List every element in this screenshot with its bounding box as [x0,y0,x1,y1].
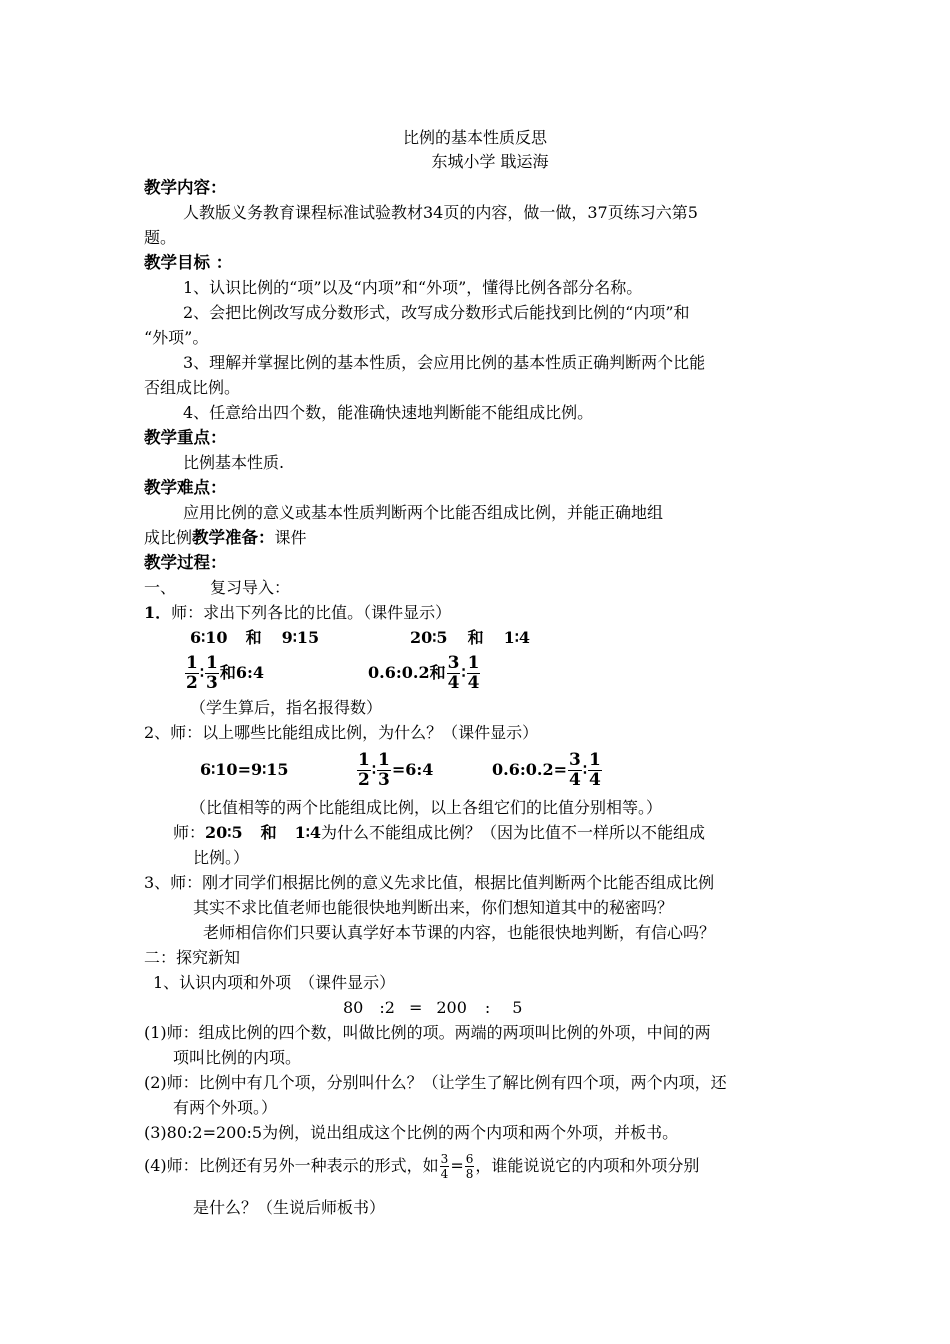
question-2: 2、师：以上哪些比能组成比例，为什么？（课件显示） [144,723,539,742]
point-2a: (2)师：比例中有几个项，分别叫什么？（让学生了解比例有四个项，两个内项，还 [144,1073,727,1092]
heading-content: 教学内容： [144,178,227,197]
fraction-1-3b: $\frac{1}{3}$ [378,750,390,790]
answer-1: （比值相等的两个比能组成比例，以上各组它们的比值分别相等。） [190,798,663,817]
goal-4: 4、任意给出四个数，能准确快速地判断能不能组成比例。 [183,403,594,422]
ratio-20-5: 20∶5 [410,628,448,647]
fraction-3-4b: $\frac{3}{4}$ [568,750,581,790]
ratio-row-2-tail: 和6:4 [219,663,265,682]
question-3b: 其实不求比值老师也能很快地判断出来，你们想知道其中的秘密吗？ [193,898,674,917]
fraction-1-3: $\frac{1}{3}$ [206,653,218,693]
goal-3a: 3、理解并掌握比例的基本性质，会应用比例的基本性质正确判断两个比能 [183,353,706,372]
ratio-row-2-mid: 0.6:0.2和 [368,663,446,682]
teacher-line-2: 师：20∶5 和 1∶4为什么不能组成比例？（因为比值不一样所以不能组成 [173,823,706,842]
student-note-1: （学生算后，指名报得数） [190,698,383,717]
difficulty-text-tail: 成比例 [144,528,193,547]
question-3a: 3、师：刚才同学们根据比例的意义先求比值，根据比值判断两个比能否组成比例 [144,873,715,892]
section-1-title: 复习导入： [210,578,291,597]
key-text: 比例基本性质. [183,453,285,472]
question-1-text: 师：求出下列各比的比值。（课件显示） [171,603,452,622]
ratio-row-1 [190,628,319,648]
teacher-line-2b: 比例。） [193,848,250,867]
ratio-6-10: 6∶10 [190,628,228,647]
ratio-row-1b [410,628,530,648]
point-3: (3)80:2=200:5为例，说出组成这个比例的两个内项和两个外项，并板书。 [144,1123,679,1142]
ratio-row-3c: 0.6:0.2= $\frac{3}{4}$ ∶ $\frac{1}{4}$ [492,750,601,790]
point-1b: 项叫比例的内项。 [173,1048,302,1067]
fraction-3-4: $\frac{3}{4}$ [447,653,460,693]
ratio-row-3b: $\frac{1}{2}$ ∶ $\frac{1}{3}$ =6:4 [358,750,434,790]
goal-2a: 2、会把比例改写成分数形式，改写成分数形式后能找到比例的“内项”和 [183,303,690,322]
ratio-1-4: 1∶4 [503,628,531,647]
example-ratio: 80 :2 = 200 : 5 [343,998,523,1017]
goal-1: 1、认识比例的“项”以及“内项”和“外项”，懂得比例各部分名称。 [183,278,643,297]
ratio-6-10-eq: 6∶10=9∶15 [200,760,289,779]
heading-prep: 教学准备： [192,528,275,547]
point-2b: 有两个外项。） [173,1098,278,1117]
doc-title: 比例的基本性质反思 [402,128,547,147]
fraction-6-8: $\frac{6}{8}$ [465,1152,474,1181]
point-4a: (4)师：比例还有另外一种表示的形式，如 $\frac{3}{4}$ = $\frac{6}{8}$ ，谁能说说它的内项和外项分别 [144,1152,700,1181]
ratio-9-15: 9∶15 [281,628,320,647]
fraction-3-4c: $\frac{3}{4}$ [440,1152,449,1181]
ratio-row-2b: 0.6:0.2和 $\frac{3}{4}$ ∶ $\frac{1}{4}$ [368,653,480,693]
question-3c: 老师相信你们只要认真学好本节课的内容，也能很快地判断，有信心吗？ [203,923,716,942]
and-2: 和 [467,628,484,647]
content-line-2: 题。 [144,228,177,247]
section-1-number: 一、 [144,578,177,597]
and-1: 和 [245,628,262,647]
prep-text: 课件 [274,528,307,547]
fraction-1-2b: $\frac{1}{2}$ [358,750,370,790]
fraction-1-4: $\frac{1}{4}$ [467,653,480,693]
ratio-row-2a: $\frac{1}{2}$ ∶ $\frac{1}{3}$ 和6:4 [186,653,265,693]
difficulty-line-2 [144,528,307,548]
difficulty-line-1: 应用比例的意义或基本性质判断两个比能否组成比例，并能正确地组 [183,503,664,522]
heading-goals: 教学目标 ： [144,253,233,272]
goal-3b: 否组成比例。 [144,378,241,397]
content-line-1: 人教版义务教育课程标准试验教材34页的内容，做一做，37页练习六第5 [183,203,698,222]
heading-key: 教学重点： [144,428,227,447]
ratio-row-3a [200,752,289,788]
heading-process: 教学过程： [144,553,227,572]
question-1 [144,603,451,623]
question-1-number: 1． [144,603,172,622]
section-2-item-1: 1、认识内项和外项 （课件显示） [153,973,396,992]
fraction-1-4b: $\frac{1}{4}$ [589,750,601,790]
fraction-1-2: $\frac{1}{2}$ [186,653,198,693]
section-1-heading [144,578,290,598]
doc-author: 东城小学 戢运海 [431,152,549,171]
point-4b: 是什么？（生说后师板书） [193,1198,386,1217]
goal-2b: “外项”。 [144,328,209,347]
point-1a: (1)师：组成比例的四个数，叫做比例的项。两端的两项叫比例的外项，中间的两 [144,1023,711,1042]
section-2-title: 二：探究新知 [144,948,241,967]
heading-difficulty: 教学难点： [144,478,227,497]
